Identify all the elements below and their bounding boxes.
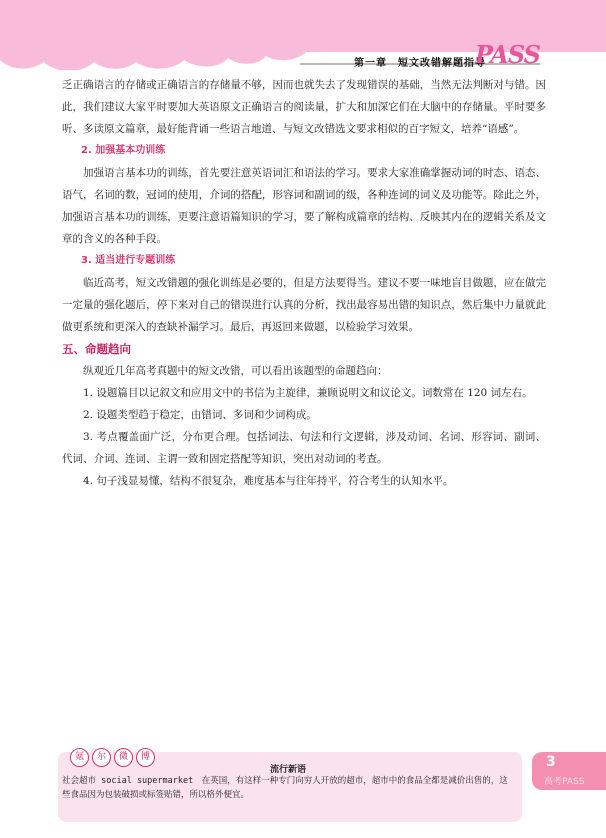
list-item: 4. 句子浅显易懂，结构不很复杂，难度基本与往年持平，符合考生的认知水平。 bbox=[83, 475, 454, 487]
footer-tag: 尔 bbox=[92, 748, 111, 767]
paragraph: 纵观近几年高考真题中的短文改错，可以看出该题型的命题趋向： bbox=[83, 365, 388, 377]
sub-heading: 2. 加强基本功训练 bbox=[81, 145, 166, 156]
list-item: 2. 设题类型趋于稳定，由错词、多词和少词构成。 bbox=[83, 409, 317, 421]
footer-text: 社会超市 social supermarket 在英国，有这样一种专门向穷人开放的超市，超市中的食品全都是减价出售的，这些食品因为包装破损或标签贴错，所以格外便宜。 bbox=[62, 776, 508, 800]
sub-heading: 3. 适当进行专题训练 bbox=[81, 255, 176, 266]
page-tag: 高考PASS bbox=[544, 777, 585, 787]
footer-section-title: 流行新语 bbox=[270, 765, 307, 775]
list-item: 3. 考点覆盖面广泛，分布更合理。包括词法、句法和行文逻辑，涉及动词、名词、形容词、副词、代词、介词、连词、主谓一致和固定搭配等知识，突出对动词的考查。 bbox=[62, 431, 546, 465]
footer-tag: 博 bbox=[136, 748, 155, 767]
paragraph: 乏正确语言的存储或正确语言的存储量不够，因而也就失去了发现错误的基础，当然无法判断对与错。因此，我们建议大家平时要加大英语原文正确语言的阅读量，扩大和加深它们在大脑中的存储量。平时要多听、多读原文篇章，最好能背诵一些语言地道、与短文改错选文要求相似的百字短文，培养“语感”。 bbox=[62, 79, 546, 135]
page-number: 3 bbox=[546, 754, 556, 770]
list-item: 1. 设题篇目以记叙文和应用文中的书信为主旋律，兼顾说明文和议论文。词数常在 120 词左右。 bbox=[83, 387, 533, 399]
section-heading: 五、命题趋向 bbox=[62, 342, 131, 356]
page-header bbox=[0, 0, 606, 70]
footer-tag: 氪 bbox=[70, 748, 89, 767]
chapter-title: 第一章 短文改错解题指导 bbox=[354, 58, 486, 69]
footer-tags bbox=[70, 748, 155, 767]
pass-logo: PASS bbox=[474, 40, 540, 69]
paragraph: 加强语言基本功的训练，首先要注意英语词汇和语法的学习。要求大家准确掌握动词的时态、语态、语气，名词的数，冠词的使用，介词的搭配，形容词和副词的级，各种连词的词义及功能等。除此之外，加强语言基本功的训练，更要注意语篇知识的学习，要了解构成篇章的结构、反映其内在的逻辑关系及文章的含义的各种手段。 bbox=[62, 167, 546, 245]
main-content bbox=[62, 74, 546, 492]
footer-tag: 微 bbox=[114, 748, 133, 767]
paragraph: 临近高考，短文改错题的强化训练是必要的，但是方法要得当。建议不要一味地盲目做题，应在做完一定量的强化题后，停下来对自己的错误进行认真的分析，找出最容易出错的知识点，然后集中力量就此做更系统和更深入的查缺补漏学习。最后，再返回来做题，以检验学习效果。 bbox=[62, 277, 546, 333]
